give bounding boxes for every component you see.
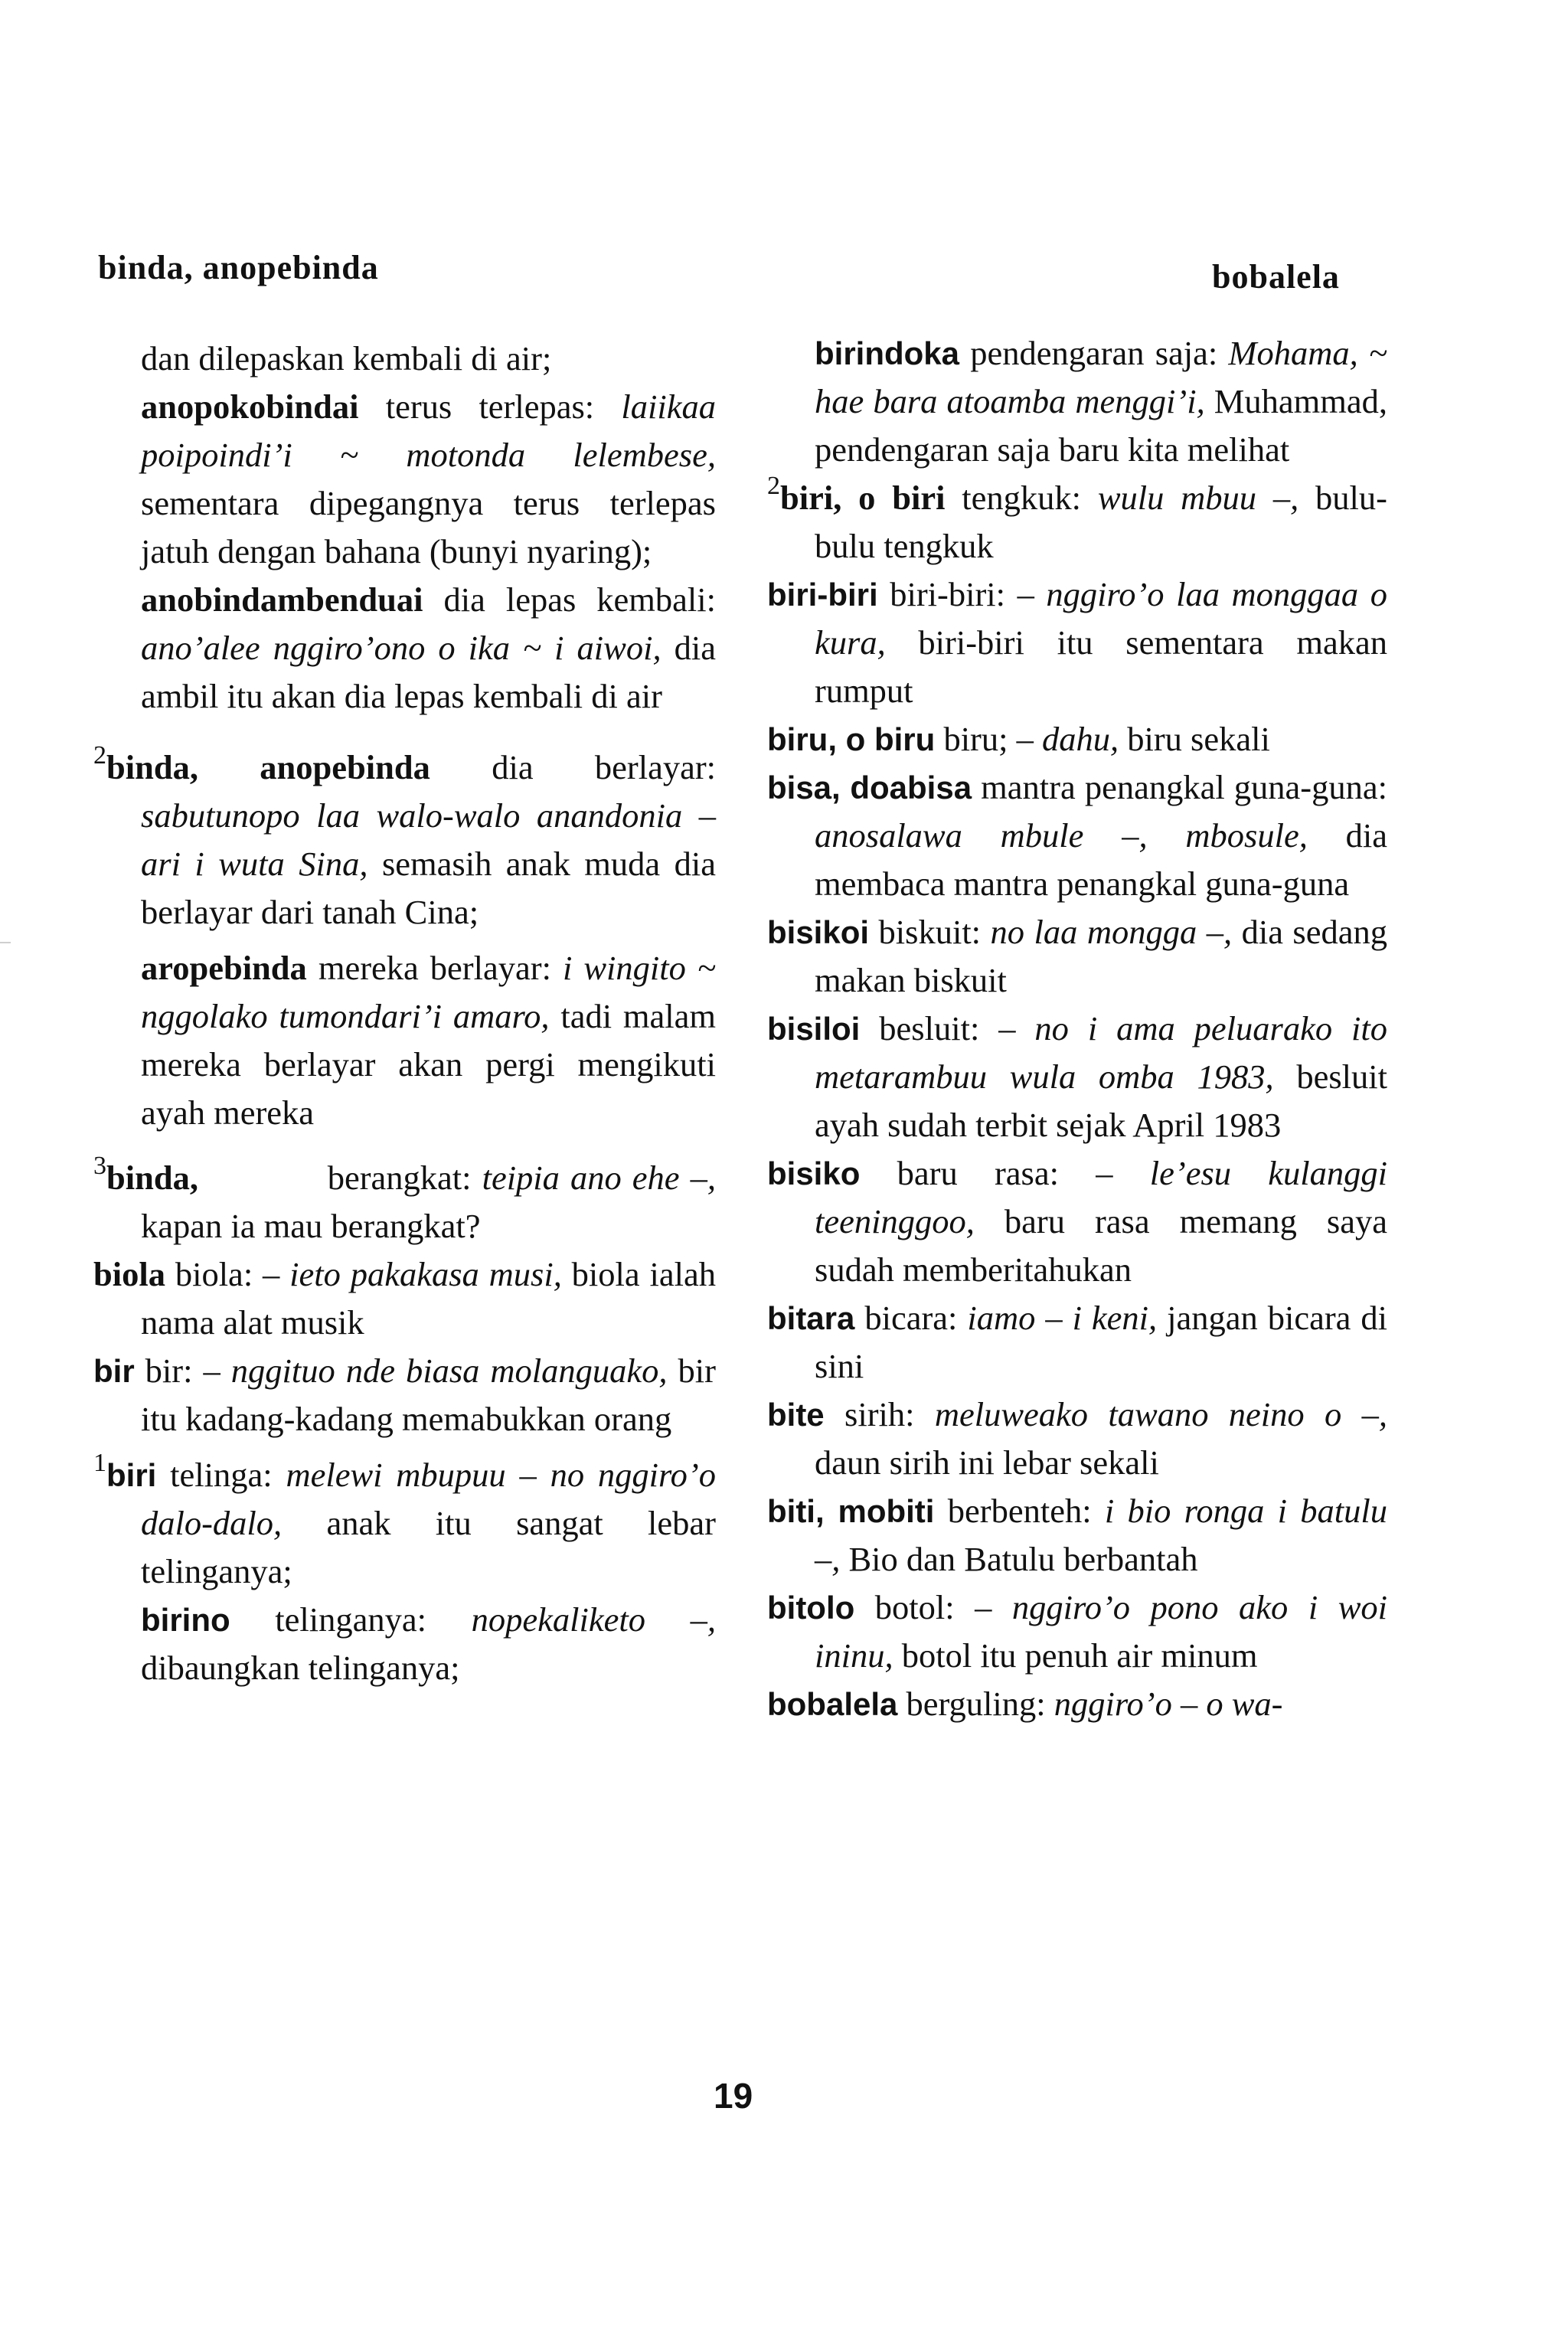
dictionary-entry: aropebinda mereka berlayar: i wingito ~ nggolako tumondari’i amaro, tadi malam mereka berlayar akan pergi mengikuti ayah mereka bbox=[141, 949, 717, 1132]
dictionary-entry: birino telinganya: nopekaliketo –, dibaungkan telinganya; bbox=[141, 1600, 716, 1687]
dictionary-entry: bisa, doabisa mantra penangkal guna-guna: anosalawa mbule –, mbosule, dia membaca mantra penangkal guna-guna bbox=[767, 768, 1387, 903]
running-header-left: binda, anopebinda bbox=[98, 249, 379, 286]
dictionary-entry: $^2$binda, anopebinda dia berlayar: sabutunopo laa walo-walo anandonia – ari i wuta Sina, semasih anak muda dia berlayar dari tanah Cina; bbox=[93, 741, 717, 931]
dictionary-entry: $^1$biri telinga: melewi mbupuu – no nggiro’o dalo-dalo, anak itu sangat lebar telinganya; bbox=[93, 1449, 716, 1590]
dictionary-entry: bitara bicara: iamo – i keni, jangan bicara di sini bbox=[767, 1299, 1387, 1385]
dictionary-entry: bisiko baru rasa: – le’esu kulanggi teeninggoo, baru rasa memang saya sudah memberitahukan bbox=[767, 1154, 1388, 1289]
dictionary-entry: birindoka pendengaran saja: Mohama, ~ hae bara atoamba menggi’i, Muhammad, pendengaran saja baru kita melihat bbox=[815, 334, 1387, 469]
dictionary-entry: anobindambenduai dia lepas kembali: ano’alee nggiro’ono o ika ~ i aiwoi, dia ambil itu akan dia lepas kembali di air bbox=[141, 580, 716, 715]
scan-edge-mark bbox=[0, 942, 11, 943]
dictionary-entry: bir bir: – nggituo nde biasa molanguako, bir itu kadang-kadang memabukkan orang bbox=[93, 1351, 716, 1438]
dictionary-entry: bisiloi besluit: – no i ama peluarako ito metarambuu wula omba 1983, besluit ayah sudah terbit sejak April 1983 bbox=[767, 1009, 1387, 1144]
dictionary-entry: biri-biri biri-biri: – nggiro’o laa monggaa o kura, biri-biri itu sementara makan rumput bbox=[767, 575, 1387, 710]
dictionary-entry: bite sirih: meluweako tawano neino o –, daun sirih ini lebar sekali bbox=[767, 1395, 1387, 1482]
dictionary-entry: bobalela berguling: nggiro’o – o wa- bbox=[767, 1685, 1283, 1723]
dictionary-entry: dan dilepaskan kembali di air; bbox=[141, 339, 552, 377]
dictionary-entry: biola biola: – ieto pakakasa musi, biola ialah nama alat musik bbox=[93, 1255, 716, 1342]
dictionary-entry: biti, mobiti berbenteh: i bio ronga i batulu –, Bio dan Batulu berbantah bbox=[767, 1492, 1388, 1578]
dictionary-entry: bitolo botol: – nggiro’o pono ako i woi ininu, botol itu penuh air minum bbox=[767, 1588, 1387, 1675]
dictionary-entry: biru, o biru biru; – dahu, biru sekali bbox=[767, 720, 1270, 758]
running-header-right: bobalela bbox=[1212, 258, 1340, 296]
page-number: 19 bbox=[714, 2076, 753, 2116]
dictionary-entry: bisikoi biskuit: no laa mongga –, dia sedang makan biskuit bbox=[767, 913, 1388, 999]
dictionary-entry: anopokobindai terus terlepas: laiikaa poipoindi’i ~ motonda lelembese, sementara dipegangnya terus terlepas jatuh dengan bahana (bunyi nyaring); bbox=[141, 387, 716, 570]
dictionary-entry: $^2$biri, o biri tengkuk: wulu mbuu –, bulu-bulu tengkuk bbox=[767, 472, 1387, 565]
left-column bbox=[93, 335, 716, 1692]
right-column bbox=[767, 329, 1387, 1728]
dictionary-entry: $^3$binda, berangkat: teipia ano ehe –, kapan ia mau berangkat? bbox=[93, 1152, 716, 1245]
